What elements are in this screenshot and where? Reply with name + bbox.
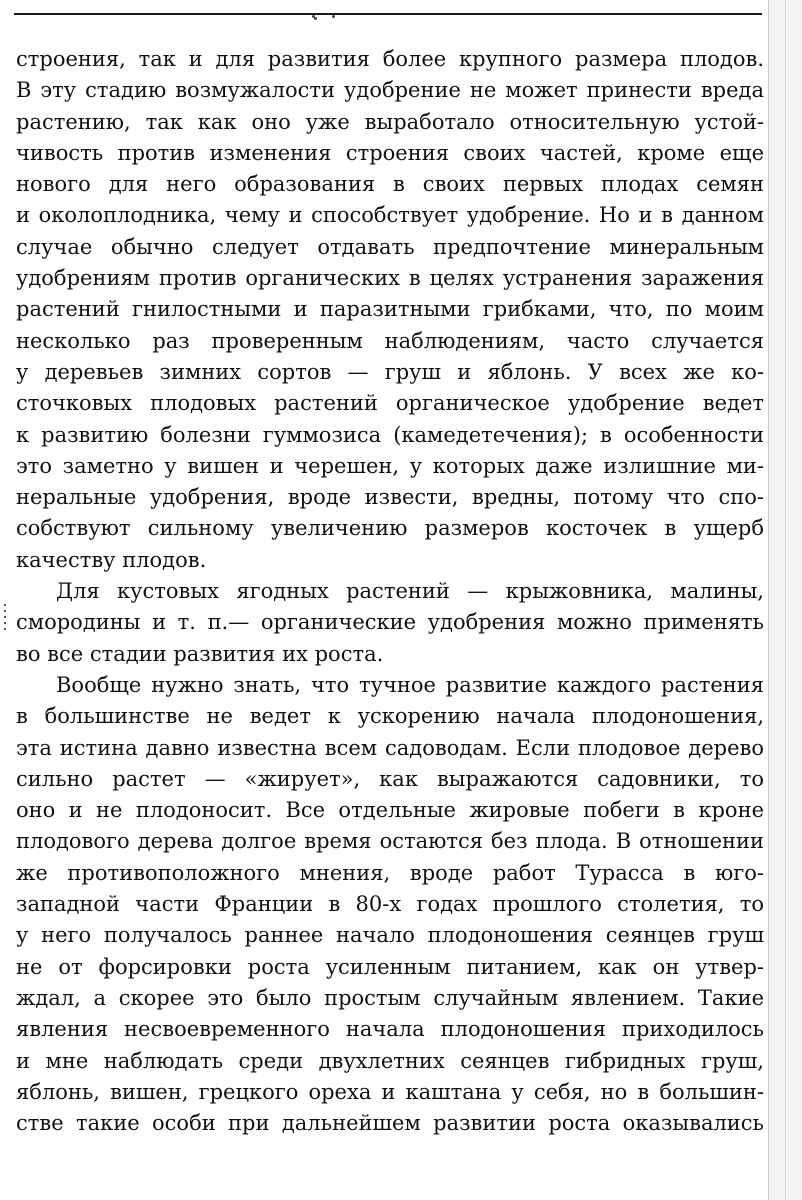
text-line: яблонь, вишен, грецкого ореха и каштана у себя, но в большин- xyxy=(16,1079,764,1104)
header-rule-specks xyxy=(300,15,420,21)
text-line: западной части Франции в 80-х годах прошлого столетия, то xyxy=(16,892,764,917)
text-line: во все стадии развития их роста. xyxy=(16,641,384,666)
text-line: растений гнилостными и паразитными грибками, что, по моим xyxy=(16,297,764,322)
text-line: нового для него образования в своих первых плодах семян xyxy=(16,172,764,197)
text-line: не от форсировки роста усиленным питанием, как он утвер- xyxy=(16,954,764,979)
text-line: Для кустовых ягодных растений — крыжовника, малины, xyxy=(56,579,764,604)
text-line: смородины и т. п.— органические удобрения можно применять xyxy=(16,610,764,635)
text-line: неральные удобрения, вроде извести, вредны, потому что спо- xyxy=(16,485,764,510)
text-line: в большинстве не ведет к ускорению начала плодоношения, xyxy=(16,704,764,729)
text-line: удобрениям против органических в целях устранения заражения xyxy=(16,266,764,291)
text-line: это заметно у вишен и черешен, у которых даже излишние ми- xyxy=(16,453,764,478)
text-line: чивость против изменения строения своих частей, кроме еще xyxy=(16,140,764,165)
text-line: растению, так как оно уже выработало относительную устой- xyxy=(16,109,764,134)
text-line: у деревьев зимних сортов — груш и яблонь. У всех же ко- xyxy=(16,359,764,384)
text-line: строения, так и для развития более крупного размера плодов. xyxy=(16,47,764,71)
text-line: явления несвоевременного начала плодоношения приходилось xyxy=(16,1017,764,1042)
text-line: качеству плодов. xyxy=(16,547,207,572)
text-line: несколько раз проверенным наблюдениям, часто случается xyxy=(16,328,764,353)
text-line: стве такие особи при дальнейшем развитии роста оказывались xyxy=(16,1111,764,1136)
text-line: у него получалось раннее начало плодоношения сеянцев груш xyxy=(16,923,764,948)
text-line: эта истина давно известна всем садоводам. Если плодовое дерево xyxy=(16,735,764,760)
text-line: и околоплодника, чему и способствует удобрение. Но и в данном xyxy=(16,203,764,228)
gutter-specks xyxy=(2,604,8,644)
text-line: плодового дерева долгое время остаются без плода. В отношении xyxy=(16,829,764,854)
text-line: оно и не плодоносит. Все отдельные жировые побеги в кроне xyxy=(16,798,764,823)
text-line: к развитию болезни гуммозиса (камедетечения); в особенности xyxy=(16,422,764,447)
text-line: сточковых плодовых растений органическое удобрение ведет xyxy=(16,391,764,416)
text-line: ждал, а скорее это было простым случайным явлением. Такие xyxy=(16,985,764,1010)
text-line: случае обычно следует отдавать предпочтение минеральным xyxy=(16,234,764,259)
text-line: собствуют сильному увеличению размеров косточек в ущерб xyxy=(16,516,764,541)
body-text xyxy=(16,44,764,1139)
page-edge-line xyxy=(785,0,786,1200)
text-line: сильно растет — «жирует», как выражаются садовники, то xyxy=(16,766,764,791)
text-line: же противоположного мнения, вроде работ Турасса в юго- xyxy=(16,860,764,885)
text-line: В эту стадию возмужалости удобрение не может принести вреда xyxy=(16,78,764,103)
text-line: Вообще нужно знать, что тучное развитие каждого растения xyxy=(56,672,764,697)
text-line: и мне наблюдать среди двухлетних сеянцев гибридных груш, xyxy=(16,1048,764,1073)
